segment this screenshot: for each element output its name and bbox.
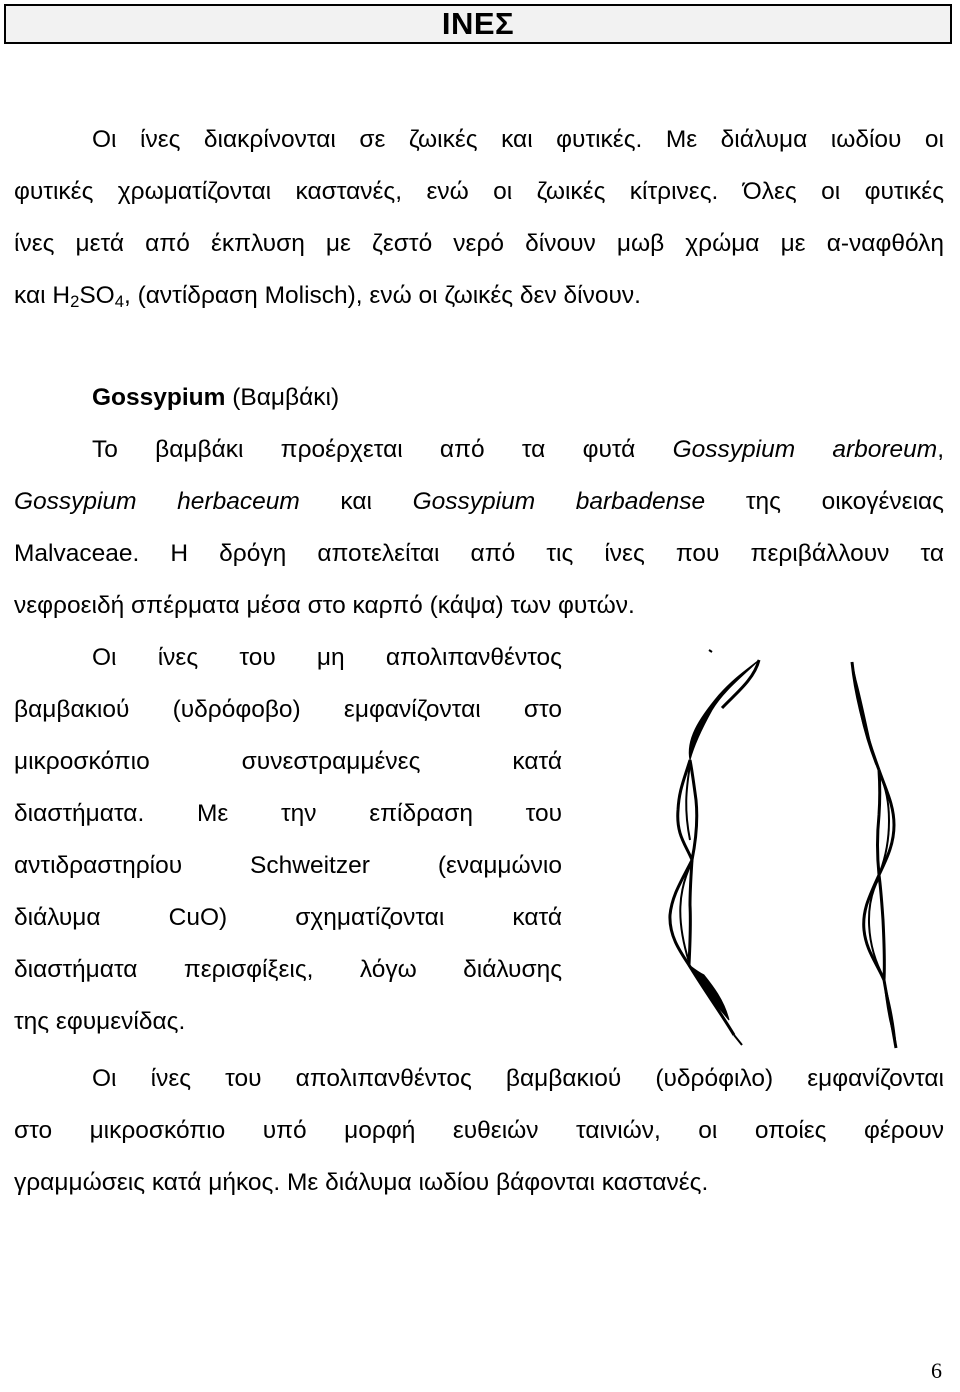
intro-line-1: Οι ίνες διακρίνονται σε ζωικές και φυτικές. Με διάλυμα ιωδίου οι xyxy=(92,126,944,153)
p1-line-4: νεφροειδή σπέρματα μέσα στο καρπό (κάψα) των φυτών. xyxy=(14,592,635,619)
p2-line-7: διαστήματα περισφίξεις, λόγω διάλυσης xyxy=(14,956,562,983)
cotton-fiber-illustration xyxy=(594,640,944,1050)
p2-line-8: της εφυμενίδας. xyxy=(14,1008,186,1035)
gossypium-heading: Gossypium (Βαμβάκι) xyxy=(92,384,340,411)
p2-line-4: διαστήματα. Με την επίδραση του xyxy=(14,800,562,827)
p1-line-3: Malvaceae. Η δρόγη αποτελείται από τις ίνες που περιβάλλουν τα xyxy=(14,540,944,567)
page-title: ΙΝΕΣ xyxy=(441,6,515,41)
p1-line-2: Gossypium herbaceum και Gossypium barbadense της οικογένειας xyxy=(14,488,944,515)
p2-line-2: βαμβακιού (υδρόφοβο) εμφανίζονται στο xyxy=(14,696,562,723)
p3-line-3: γραμμώσεις κατά μήκος. Με διάλυμα ιωδίου βάφονται καστανές. xyxy=(14,1169,709,1196)
p3-line-2: στο μικροσκόπιο υπό μορφή ευθειών ταινιών, οι οποίες φέρουν xyxy=(14,1117,944,1144)
p2-line-6: διάλυμα CuO) σχηματίζονται κατά xyxy=(14,904,562,931)
p2-line-1: Οι ίνες του μη απολιπανθέντος xyxy=(92,644,562,671)
p3-line-1: Οι ίνες του απολιπανθέντος βαμβακιού (υδρόφιλο) εμφανίζονται xyxy=(92,1065,944,1092)
intro-line-4: και $H_2SO_4$, (αντίδραση Molisch), ενώ οι ζωικές δεν δίνουν. xyxy=(14,282,641,312)
p1-line-1: Το βαμβάκι προέρχεται από τα φυτά Gossypium arboreum, xyxy=(92,436,945,463)
title-box xyxy=(4,4,952,44)
p2-line-5: αντιδραστηρίου Schweitzer (εναμμώνιο xyxy=(14,852,562,879)
intro-line-2: φυτικές χρωματίζονται καστανές, ενώ οι ζωικές κίτρινες. Όλες οι φυτικές xyxy=(14,178,944,205)
intro-line-3: ίνες μετά από έκπλυση με ζεστό νερό δίνουν μωβ χρώμα με α-ναφθόλη xyxy=(14,230,944,257)
page-number: 6 xyxy=(931,1358,942,1383)
p2-line-3: μικροσκόπιο συνεστραμμένες κατά xyxy=(14,748,562,775)
